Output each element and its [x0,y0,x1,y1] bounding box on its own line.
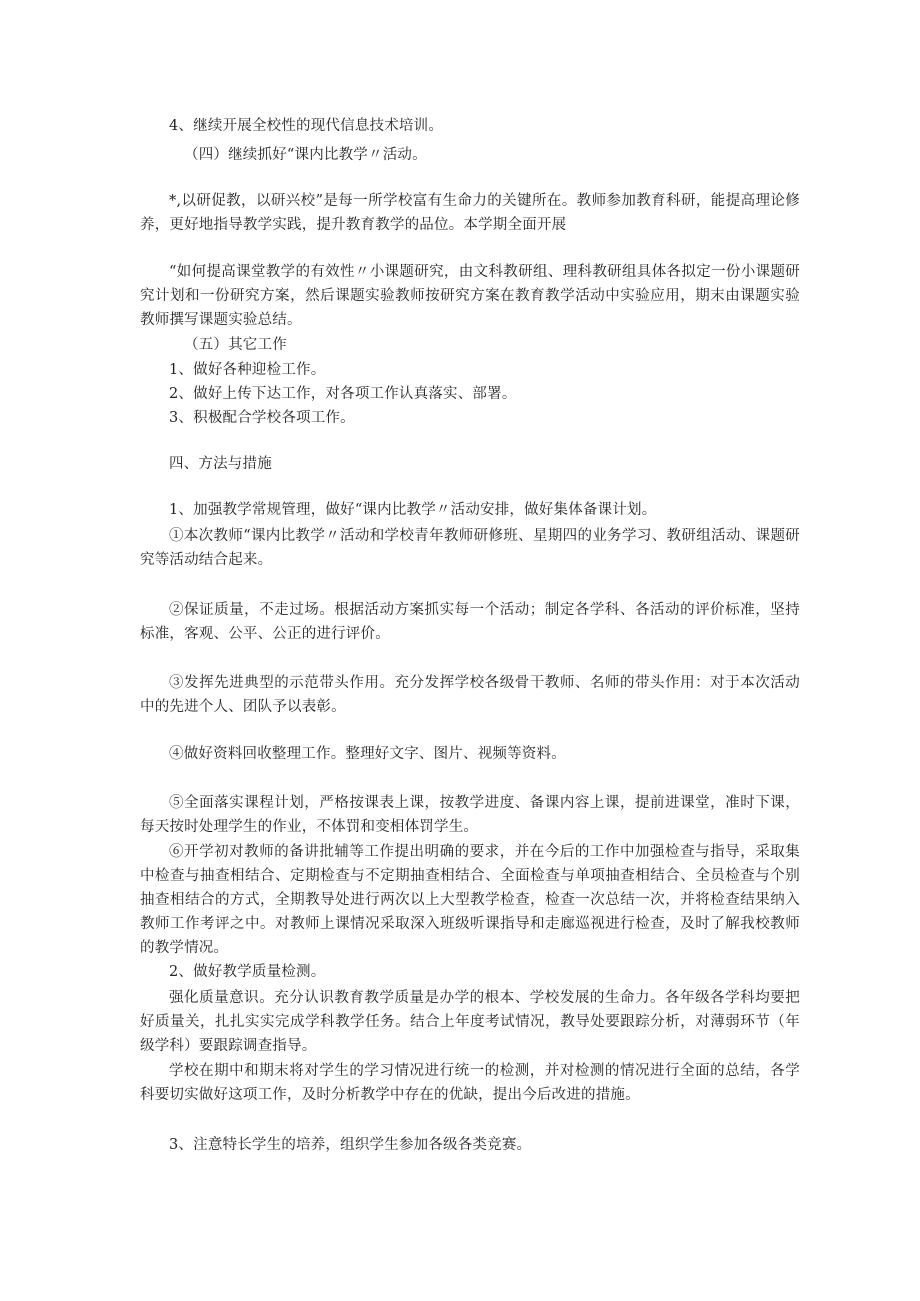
method-2-heading: 2、做好教学质量检测。 [169,964,326,980]
quality-awareness-paragraph: 强化质量意识。充分认识教育教学质量是办学的根本、学校发展的生命力。各年级各学科均要把好质量关，扎扎实实完成学科教学任务。结合上年度考试情况，教导处要跟踪分析，对薄弱环节（年级学科）要跟踪调查指导。 [140,990,800,1054]
exam-testing-paragraph: 学校在期中和期末将对学生的学习情况进行统一的检测，并对检测的情况进行全面的总结，各学科要切实做好这项工作，及时分析教学中存在的优缺，提出今后改进的措施。 [140,1063,800,1103]
measure-2-paragraph: ②保证质量，不走过场。根据活动方案抓实每一个活动；制定各学科、各活动的评价标准，坚持标准，客观、公平、公正的进行评价。 [140,602,800,642]
method-1-paragraph: 1、加强教学常规管理，做好“课内比教学〃活动安排，做好集体备课计划。 [169,502,657,518]
research-intro-paragraph: *,以研促教，以研兴校”是每一所学校富有生命力的关键所在。教师参加教育科研，能提高理论修养，更好地指导教学实践，提升教育教学的品位。本学期全面开展 [140,193,800,233]
measure-3-paragraph: ③发挥先进典型的示范带头作用。充分发挥学校各级骨干教师、名师的带头作用：对于本次活动中的先进个人、团队予以表彰。 [140,675,800,715]
other-item-2: 2、做好上传下达工作，对各项工作认真落实、部署。 [169,386,517,402]
measure-1-paragraph: ①本次教师“课内比教学〃活动和学校青年教师研修班、星期四的业务学习、教研组活动、课题研究等活动结合起来。 [140,528,800,568]
methods-heading: 四、方法与措施 [169,456,272,472]
other-item-3: 3、积极配合学校各项工作。 [169,410,355,426]
measure-4-paragraph: ④做好资料回收整理工作。整理好文字、图片、视频等资料。 [169,746,566,762]
item-4-it-training: 4、继续开展全校性的现代信息技术培训。 [169,118,444,134]
measure-5-paragraph: ⑤全面落实课程计划，严格按课表上课，按教学进度、备课内容上课，提前进课堂，准时下课，每天按时处理学生的作业，不体罚和变相体罚学生。 [140,795,800,835]
measure-6-paragraph: ⑥开学初对教师的备讲批辅等工作提出明确的要求，并在今后的工作中加强检查与指导，采取集中检查与抽查相结合、定期检查与不定期抽查相结合、全面检查与单项抽查相结合、全员检查与个别抽查相结合的方式，全期教导处进行两次以上大型教学检查，检查一次总结一次，并将检查结果纳入教师工作考评之中。对教师上课情况采取深入班级听课指导和走廊巡视进行检查，及时了解我校教师的教学情况。 [140,844,800,956]
section-5-heading: （五）其它工作 [184,337,287,353]
method-3-heading: 3、注意特长学生的培养，组织学生参加各级各类竞赛。 [169,1137,532,1153]
other-item-1: 1、做好各种迎检工作。 [169,362,326,378]
section-4-heading: （四）继续抓好“课内比教学〃活动。 [184,147,427,163]
small-topic-research-paragraph: “如何提高课堂教学的有效性〃小课题研究，由文科教研组、理科教研组具体各拟定一份小课题研究计划和一份研究方案，然后课题实验教师按研究方案在教育教学活动中实验应用，期末由课题实验教师撰写课题实验总结。 [140,264,800,328]
